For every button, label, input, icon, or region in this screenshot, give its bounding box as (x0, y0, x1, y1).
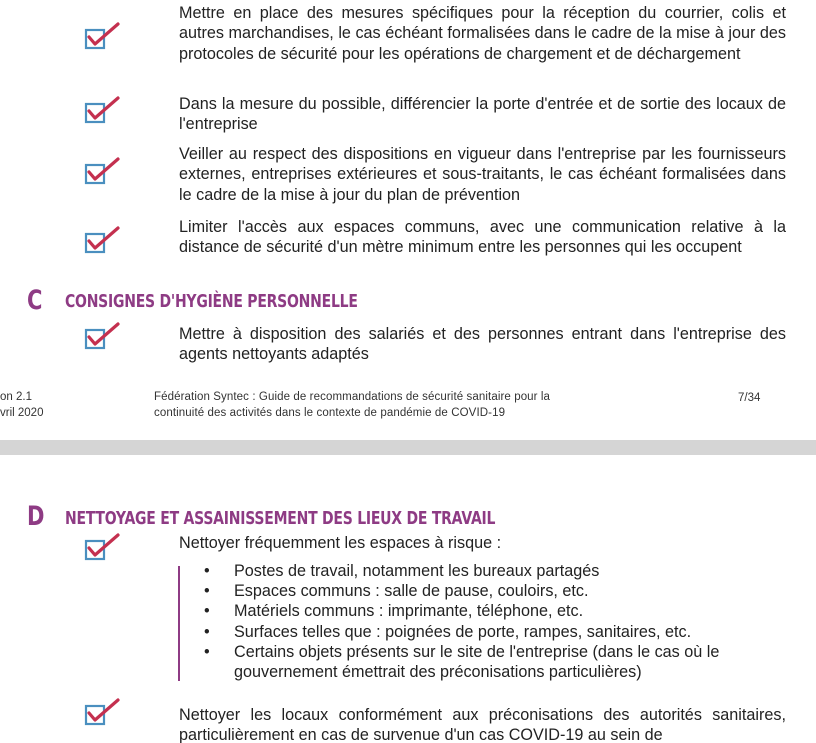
bullet-list (204, 561, 786, 682)
bullet-icon: • (204, 562, 210, 580)
footer-date: vril 2020 (0, 406, 44, 419)
checklist-text: Mettre à disposition des salariés et des personnes entrant dans l'entreprise des agents nettoyants adaptés (179, 325, 786, 364)
footer-title-line: Fédération Syntec : Guide de recommandations de sécurité sanitaire pour la (154, 391, 551, 403)
page-separator (0, 440, 816, 455)
list-item (204, 642, 786, 682)
checklist-text: Limiter l'accès aux espaces communs, avec une communication relative à la distance de sécurité d'un mètre minimum entre les personnes qui les occupent (179, 218, 786, 257)
list-item-text: Postes de travail, notamment les bureaux partagés (234, 562, 600, 580)
section-letter: C (27, 285, 43, 316)
list-item (204, 622, 786, 642)
checklist-text: Mettre en place des mesures spécifiques pour la réception du courrier, colis et autres marchandises, le cas échéant formalisées dans le cadre de la mise à jour des protocoles de sécurité pour les opérations de chargement et de déchargement (179, 4, 786, 63)
bullet-icon: • (204, 602, 210, 621)
checkbox-checked-icon (84, 20, 124, 56)
list-item-text: Espaces communs : salle de pause, couloirs, etc. (234, 582, 589, 601)
checklist-text: Veiller au respect des dispositions en vigueur dans l'entreprise par les fournisseurs externes, entreprises extérieures et sous-traitants, le cas échéant formalisées dans le cadre de la mise à jour du plan de prévention (179, 145, 786, 204)
checkbox-checked-icon (84, 224, 124, 260)
checklist-text: Nettoyer les locaux conformément aux préconisations des autorités sanitaires, particulièrement en cas de survenue d'un cas COVID-19 au sein de (179, 706, 786, 743)
checkbox-checked-icon (84, 696, 124, 732)
checklist-text: Dans la mesure du possible, différencier la porte d'entrée et de sortie des locaux de l'entreprise (179, 95, 786, 134)
checklist-text: Nettoyer fréquemment les espaces à risque : (179, 534, 502, 552)
bullet-icon: • (204, 582, 210, 601)
bullet-icon: • (204, 622, 210, 641)
list-item (204, 561, 786, 581)
list-item-text: Matériels communs : imprimante, téléphone, etc. (234, 602, 584, 621)
page-number: 7/34 (738, 392, 761, 404)
section-letter: D (27, 501, 45, 532)
footer-title (154, 390, 550, 421)
bullet-icon: • (204, 642, 210, 661)
bullet-list-bar (178, 566, 180, 681)
list-item-text: Surfaces telles que : poignées de porte, rampes, sanitaires, etc. (234, 622, 692, 641)
section-title: NETTOYAGE ET ASSAINISSEMENT DES LIEUX DE TRAVAIL (65, 509, 496, 529)
checkbox-checked-icon (84, 94, 124, 130)
list-item (204, 581, 786, 601)
checkbox-checked-icon (84, 320, 124, 356)
section-title: CONSIGNES D'HYGIÈNE PERSONNELLE (65, 292, 358, 312)
footer-version (0, 390, 43, 421)
footer-title-line: continuité des activités dans le contexte de pandémie de COVID-19 (154, 406, 506, 419)
checkbox-checked-icon (84, 155, 124, 191)
checkbox-checked-icon (84, 531, 124, 567)
list-item-text: Certains objets présents sur le site de l'entreprise (dans le cas où le gouvernement émettrait des préconisations particulières) (234, 642, 720, 682)
footer-version-number: on 2.1 (0, 391, 32, 403)
list-item (204, 601, 786, 621)
